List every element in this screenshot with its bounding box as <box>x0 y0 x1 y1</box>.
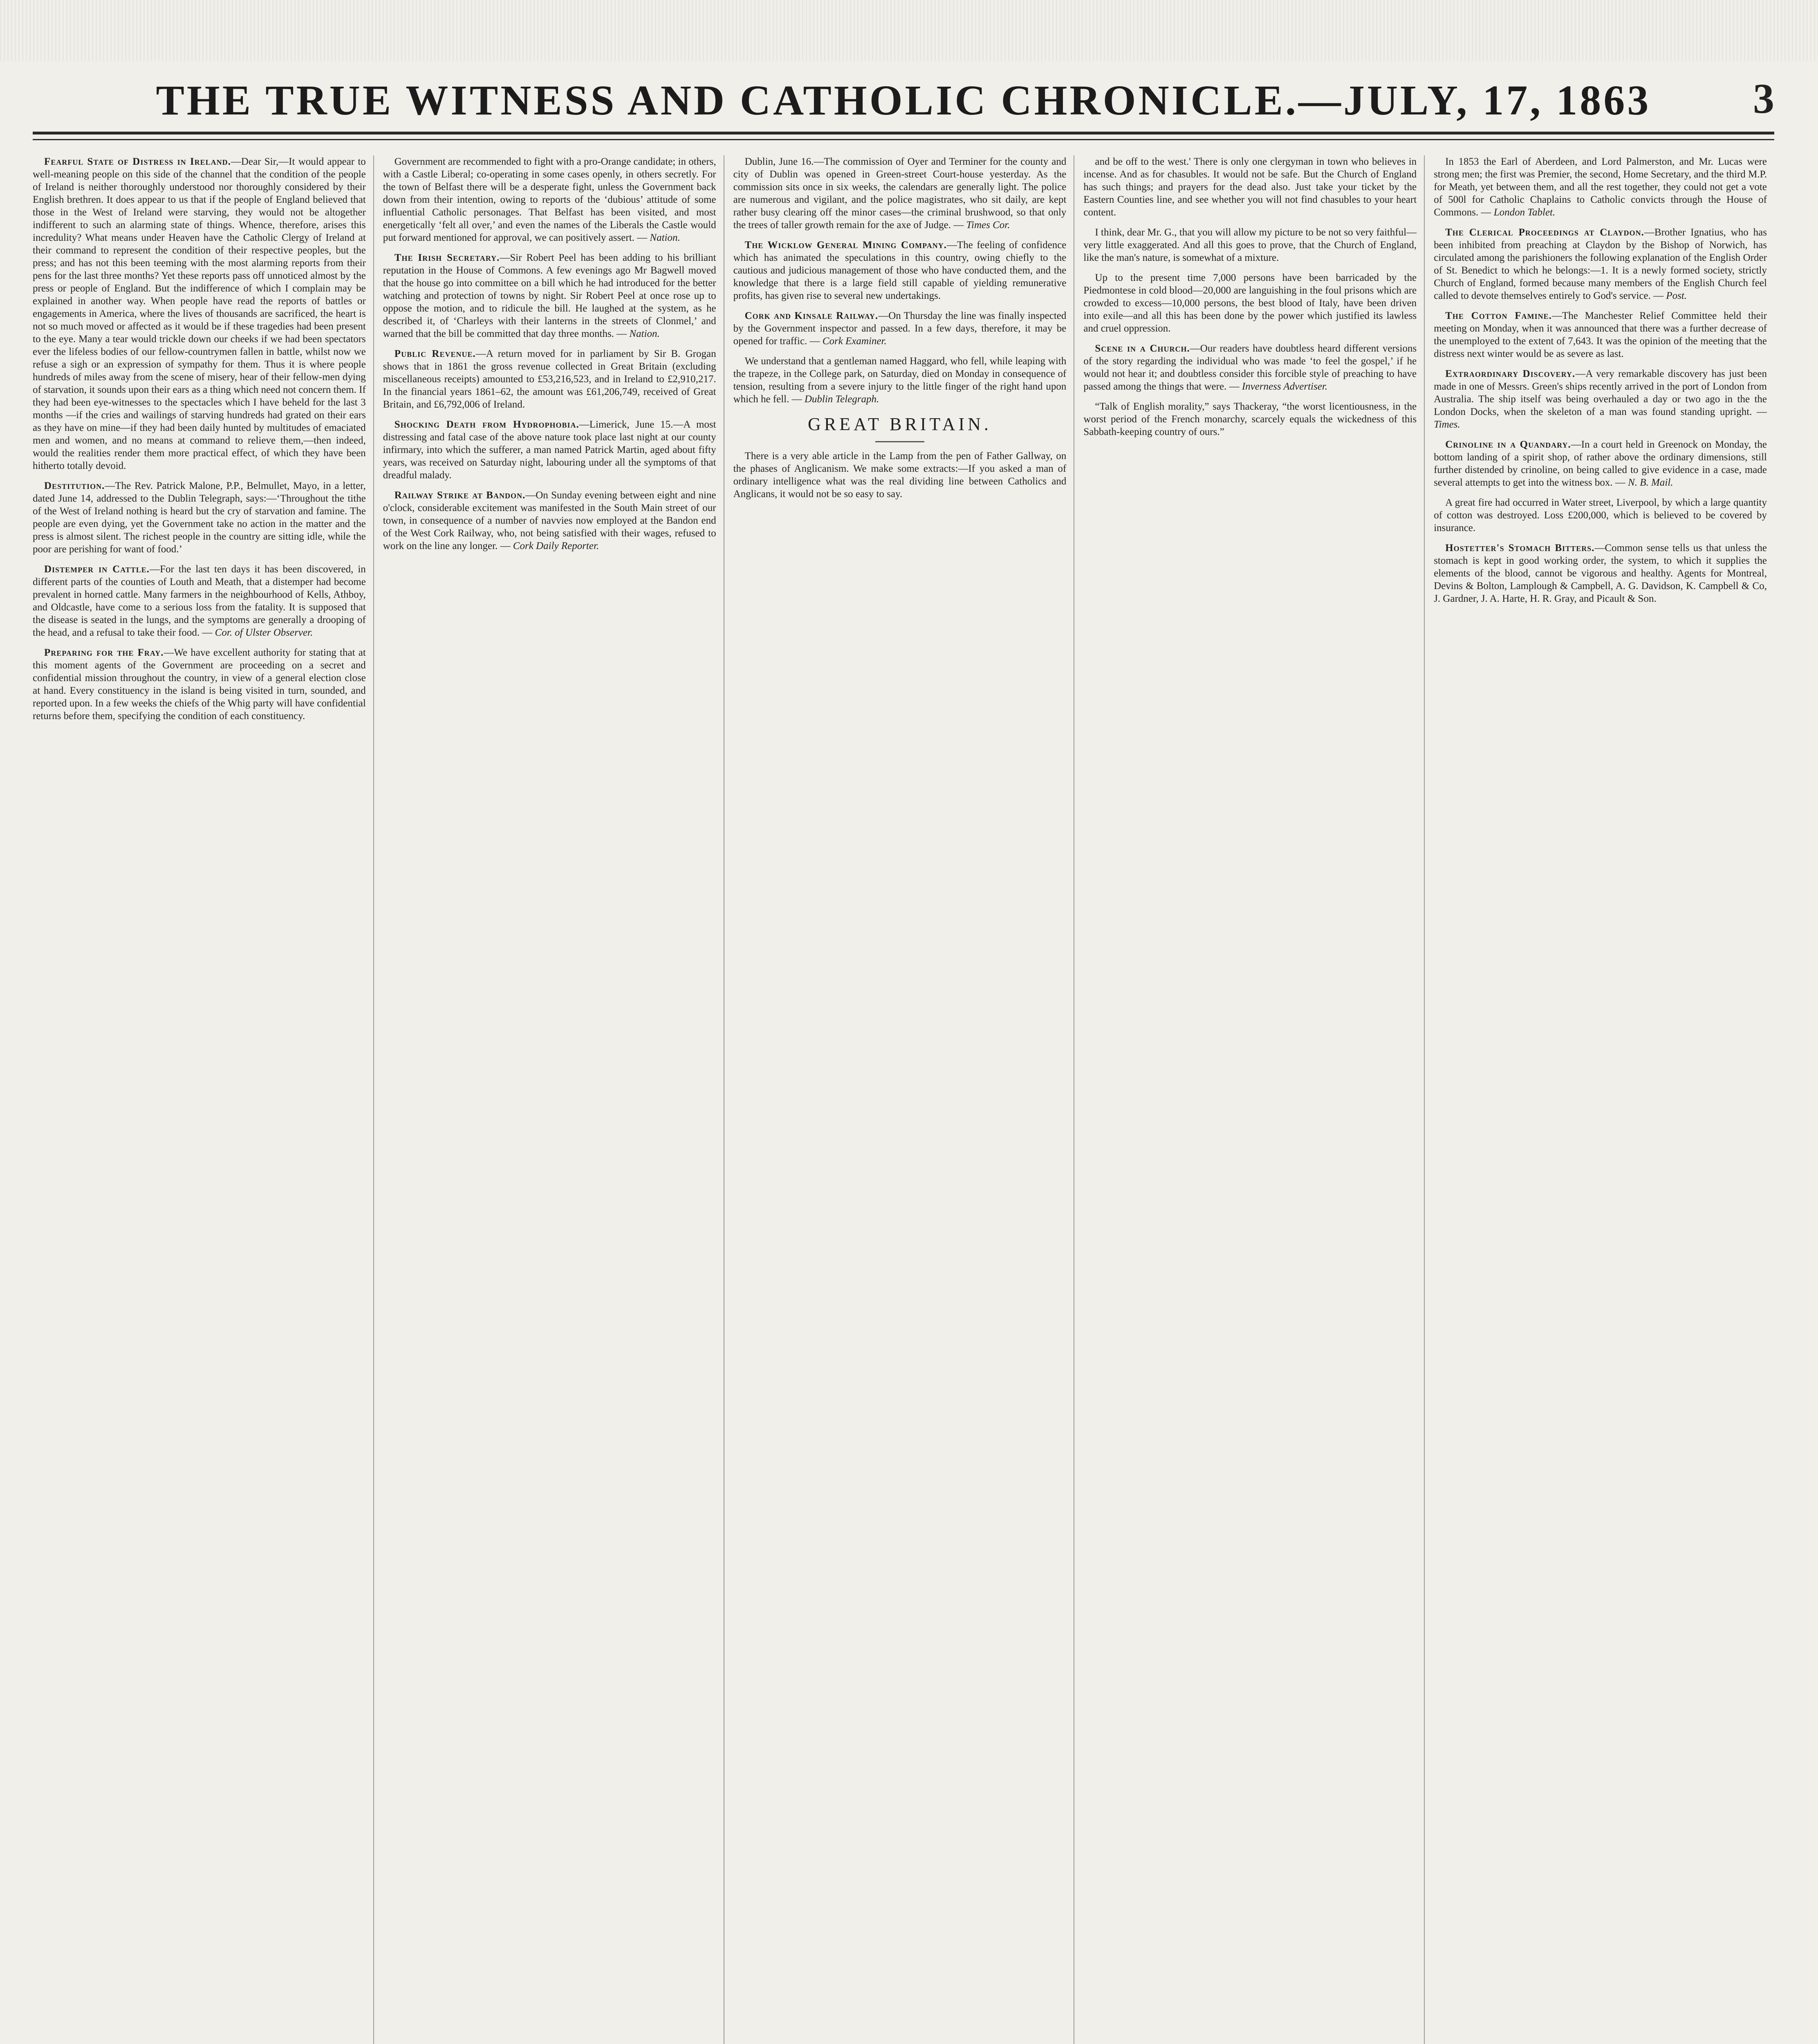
article-body: —On Thursday the line was finally inspected by the Government inspector and passed. In a few days, therefore, it may be opened for traffic. <box>733 310 1067 347</box>
masthead-rule-thick <box>33 132 1774 134</box>
article-source: Times. <box>1434 419 1460 430</box>
columns-container <box>33 155 1774 2044</box>
newspaper-title: THE TRUE WITNESS AND CATHOLIC CHRONICLE.—JULY, 17, 1863 <box>156 76 1651 124</box>
article-body: and be off to the west.' There is only one clergyman in town who believes in incense. And as for chasubles. It would not be safe. But the Church of England has such things; and prayers for the dead also. Just take your ticket by the Eastern Counties line, and see whether you will not find chasubles to your heart content. <box>1083 156 1417 218</box>
article-heading: Preparing for the Fray. <box>44 647 164 658</box>
article-body: We understand that a gentleman named Haggard, who fell, while leaping with the trapeze, in the College park, on Saturday, died on Monday in consequence of tension, resulting from a severe injury to the little finger of the right hand upon which he fell. <box>733 356 1067 405</box>
article-heading: Destitution. <box>44 480 105 491</box>
article <box>1083 155 1417 219</box>
article: Extraordinary Discovery.—A very remarkable discovery has just been made in one of Messrs. Green's ships recently arrived in the port of London from Australia. The ship itself was being overhauled a day or two ago in the the London Docks, when the skeleton of a man was found standing upright. — Times. <box>1434 368 1767 430</box>
column-1 <box>33 155 374 2044</box>
article-source: Post. <box>1666 290 1687 301</box>
article <box>1083 400 1417 438</box>
article-source: N. B. Mail. <box>1628 477 1673 488</box>
article: Dublin, June 16.—The commission of Oyer and Terminer for the county and city of Dublin was opened in Green-street Court-house yesterday. As the commission sits once in six weeks, the calendars are generally light. The police are numerous and vigilant, and the police magistrates, who sit daily, are kept rather busy clearing off the minor cases—the criminal brushwood, so that only the trees of taller growth remain for the axe of Judge. — Times Cor. <box>733 156 1067 231</box>
column-2 <box>383 155 724 2044</box>
masthead <box>33 69 1774 131</box>
article <box>1083 226 1417 264</box>
article-heading: Extraordinary Discovery. <box>1445 368 1576 379</box>
article-heading: Fearful State of Distress in Ireland. <box>44 156 231 167</box>
article-body: —We have excellent authority for stating that at this moment agents of the Government are proceeding on a secret and confidential mission throughout the country, in view of a general election close at hand. Every constituency in the island is being visited in turn, sounded, and reported upon. In a few weeks the chiefs of the Whig party will have confidential returns before them, specifying the condition of each constituency. <box>33 647 366 722</box>
article-source: London Tablet. <box>1493 207 1556 218</box>
article: Railway Strike at Bandon.—On Sunday evening between eight and nine o'clock, considerable excitement was manifested in the South Main street of our town, in consequence of a number of navvies now employed at the Bandon end of the West Cork Railway, who, not being satisfied with their wages, refused to work on the line any longer. — Cork Daily Reporter. <box>383 490 716 551</box>
article-source: Cork Examiner. <box>822 336 887 347</box>
article: Cork and Kinsale Railway.—On Thursday the line was finally inspected by the Government inspector and passed. In a few days, therefore, it may be opened for traffic. — Cork Examiner. <box>733 310 1067 347</box>
article: Distemper in Cattle.—For the last ten days it has been discovered, in different parts of the counties of Louth and Meath, that a distemper had become prevalent in horned cattle. Many farmers in the neighbourhood of Kells, Athboy, and Oldcastle, have come to a serious loss from the fatality. It is supposed that the disease is seated in the lungs, and the symptoms are generally a drooping of the head, and a refusal to take their food. — Cor. of Ulster Observer. <box>33 564 366 638</box>
article: Scene in a Church.—Our readers have doubtless heard different versions of the story regarding the individual who was made ‘to feel the gospel,’ if he would not hear it; and doubtless consider this forcible style of preaching to have passed among the things that were. — Inverness Advertiser. <box>1083 343 1417 392</box>
article-body: —The Rev. Patrick Malone, P.P., Belmullet, Mayo, in a letter, dated June 14, addressed to the Dublin Telegraph, says:—‘Throughout the tithe of the West of Ireland nothing is heard but the cry of starvation and famine. The people are even dying, yet the Government take no action in the matter and the press is almost silent. The richest people in the country are sitting idle, while the poor are perishing for want of food.’ <box>33 480 366 555</box>
article-heading: The Cotton Famine. <box>1445 310 1552 321</box>
article-body: —The feeling of confidence which has animated the speculations in this country, owing chiefly to the cautious and judicious management of those who have conducted them, and the knowledge that there is a large field still capable of yielding remunerative profits, has given rise to several new undertakings. <box>733 240 1067 301</box>
article <box>383 418 716 482</box>
section-heading: GREAT BRITAIN. <box>808 414 992 434</box>
article-heading: Public Revenue. <box>394 348 476 359</box>
article <box>1434 496 1767 534</box>
article: Government are recommended to fight with a pro-Orange candidate; in others, with a Castle Liberal; co-operating in some cases openly, in others secretly. For the town of Belfast there will be a desperate fight, unless the Government back down from their intention, owing to reports of the ‘dubious’ attitude of some influential Catholic personages. That Belfast has been visited, and most energetically ‘felt all over,’ and even the names of the Liberals the Castle would put forward mentioned for approval, we can positively assert. — Nation. <box>383 156 716 243</box>
column-5 <box>1434 155 1774 2044</box>
article <box>1083 271 1417 335</box>
article-heading: Hostetter's Stomach Bitters. <box>1445 542 1595 554</box>
article-source: Dublin Telegraph. <box>804 394 879 405</box>
masthead-rule-thin <box>33 139 1774 140</box>
article-body: —For the last ten days it has been discovered, in different parts of the counties of Louth and Meath, that a distemper had become prevalent in horned cattle. Many farmers in the neighbourhood of Kells, Athboy, and Oldcastle, have come to a serious loss from the fatality. It is supposed that the disease is seated in the lungs, and the symptoms are generally a drooping of the head, and a refusal to take their food. <box>33 564 366 638</box>
article-body: —Sir Robert Peel has been adding to his brilliant reputation in the House of Commons. A few evenings ago Mr Bagwell moved that the house go into committee on a bill which he had introduced for the better watching and protection of towns by night. Sir Robert Peel at once rose up to oppose the motion, and to ridicule the bill. He laughed at the system, as he described it, of ‘Charleys with their lanterns in the streets of Clonmel,’ and warned that the bill be committed that day three months. <box>383 252 716 339</box>
section-rule <box>875 441 924 442</box>
article <box>733 450 1067 500</box>
article-body: —Our readers have doubtless heard different versions of the story regarding the individual who was made ‘to feel the gospel,’ if he would not hear it; and doubtless consider this forcible style of preaching to have passed among the things that were. <box>1083 343 1417 392</box>
article: In 1853 the Earl of Aberdeen, and Lord Palmerston, and Mr. Lucas were strong men; the first was Premier, the second, Home Secretary, and the third M.P. for Meath, yet between them, and all the rest together, they could not get a vote of 500l for Catholic Chaplains to Catholic convicts through the House of Commons. — London Tablet. <box>1434 156 1767 218</box>
article-heading: Shocking Death from Hydrophobia. <box>394 419 579 430</box>
column-3 <box>733 155 1075 2044</box>
article-body: —Dear Sir,—It would appear to well-meaning people on this side of the channel that the condition of the people of Ireland is neither thoroughly understood nor thoroughly considered by their English brethren. It does appear to us that if the people of England believed that those in the West of Ireland were starving, they would not be altogether indifferent to such an alarming state of things. Whence, therefore, arises this incredulity? What means under Heaven have the Catholic Clergy of Ireland at their command to represent the condition of their respective peoples, but the press; and has not this been teeming with the most alarming reports from their pens for the last three months? Yet these reports pass off unnoticed almost by the press or people of England. But the indifference of which I complain may be explained in another way. When people have read the reports of battles or engagements in America, where the lives of thousands are sacrificed, the heart is not so much moved or affected as it would be if these tragedies had been present to the eye. Many a tear would trickle down our cheeks if we had been spectators ever the lifeless bodies of our fellow-countrymen fallen in battle, whilst now we refuse a sigh or an expression of sympathy for them. Thus it is where people hundreds of miles away from the scene of misery, hear of their fellow-men dying of starvation, it sounds upon their ears as a thing which need not concern them. If they had been eye-witnesses to the spectacles which I have beheld for the last 3 months —if the cries and wailings of starving hundreds had grated on their ears as they have on mine—if they had been daily hunted by multitudes of emaciated men and women, and no means at command to relieve them,—then indeed, would the realities render them more practical effect, of which they have been hitherto totally devoid. <box>33 156 366 471</box>
article <box>33 480 366 556</box>
article-body: There is a very able article in the Lamp from the pen of Father Gallway, on the phases of Anglicanism. We make some extracts:—If you asked a man of ordinary intelligence what was the real dividing line between Catholics and Anglicans, it would not be so easy to say. <box>733 450 1067 500</box>
article-body: —In a court held in Greenock on Monday, the bottom landing of a spirit shop, of rather above the ordinary dimensions, still further distended by crinoline, on being called to give evidence in a case, made several attempts to get into the witness box. <box>1434 439 1767 488</box>
article-heading: Scene in a Church. <box>1095 343 1190 354</box>
article <box>733 239 1067 302</box>
article-body: “Talk of English morality,” says Thackeray, “the worst licentiousness, in the worst period of the French monarchy, scarcely equals the wickedness of this Sabbath-keeping country of ours.” <box>1083 401 1417 437</box>
article-source: Nation. <box>650 232 680 243</box>
article-body: Government are recommended to fight with a pro-Orange candidate; in others, with a Castle Liberal; co-operating in some cases openly, in others secretly. For the town of Belfast there will be a desperate fight, unless the Government back down from their intention, owing to reports of the ‘dubious’ attitude of some influential Catholic personages. That Belfast has been visited, and most energetically ‘felt all over,’ and even the names of the Liberals the Castle would put forward mentioned for approval, we can positively assert. <box>383 156 716 243</box>
article: The Clerical Proceedings at Claydon.—Brother Ignatius, who has been inhibited from preaching at Claydon by the Bishop of Norwich, has circulated among the parishioners the following explanation of the English Order of St. Benedict to which he belongs:—1. It is a newly formed society, strictly Church of England, formed because many members of the English Church feel called to devote themselves entirely to God's service. — Post. <box>1434 227 1767 301</box>
article-heading: The Wicklow General Mining Company. <box>744 240 947 251</box>
article-body: —Common sense tells us that unless the stomach is kept in good working order, the system, to which it supplies the elements of the blood, cannot be vigorous and healthy. Agents for Montreal, Devins & Bolton, Lamplough & Campbell, A. G. Davidson, K. Campbell & Co, J. Gardner, J. A. Harte, H. R. Gray, and Picault & Son. <box>1434 542 1767 604</box>
article <box>1434 542 1767 605</box>
article-body: —A very remarkable discovery has just been made in one of Messrs. Green's ships recently arrived in the port of London from Australia. The ship itself was being overhauled a day or two ago in the the London Docks, when the skeleton of a man was found standing upright. <box>1434 368 1767 417</box>
article-body: Up to the present time 7,000 persons have been barricaded by the Piedmontese in cold blood—20,000 are languishing in the foul prisons which are crowded to excess—10,000 persons, the best blood of Italy, have been driven into exile—and all this has been done by the power which justified its lawless and cruel oppression. <box>1083 272 1417 334</box>
article: Crinoline in a Quandary.—In a court held in Greenock on Monday, the bottom landing of a spirit shop, of rather above the ordinary dimensions, still further distended by crinoline, on being called to give evidence in a case, made several attempts to get into the witness box. — N. B. Mail. <box>1434 439 1767 488</box>
article-body: —Limerick, June 15.—A most distressing and fatal case of the above nature took place last night at our county infirmary, into which the sufferer, a man named Patrick Martin, aged about fifty years, was received on Saturday night, labouring under all the symptoms of that dreadful malady. <box>383 419 716 481</box>
column-4 <box>1083 155 1425 2044</box>
article-body: A great fire had occurred in Water street, Liverpool, by which a large quantity of cotton was destroyed. Loss £200,000, which is believed to be covered by insurance. <box>1434 497 1767 533</box>
article-source: Nation. <box>629 328 660 339</box>
article-heading: The Clerical Proceedings at Claydon. <box>1445 227 1644 238</box>
article <box>33 646 366 722</box>
article-heading: The Irish Secretary. <box>394 252 500 263</box>
article <box>33 155 366 472</box>
article: We understand that a gentleman named Haggard, who fell, while leaping with the trapeze, in the College park, on Saturday, died on Monday in consequence of tension, resulting from a severe injury to the little finger of the right hand upon which he fell. — Dublin Telegraph. <box>733 356 1067 405</box>
article <box>383 347 716 411</box>
article-body: —The Manchester Relief Committee held their meeting on Monday, when it was announced that there was a further decrease of the unemployed to the extent of 7,643. It was the opinion of the meeting that the distress next winter would be as severe as last. <box>1434 310 1767 359</box>
article-body: —A return moved for in parliament by Sir B. Grogan shows that in 1861 the gross revenue collected in Great Britain (excluding miscellaneous receipts) amounted to £53,216,523, and in Ireland to £2,910,217. In the financial years 1861–62, the amount was £61,206,749, received of Great Britain, and £6,792,006 of Ireland. <box>383 348 716 410</box>
article-body: In 1853 the Earl of Aberdeen, and Lord Palmerston, and Mr. Lucas were strong men; the first was Premier, the second, Home Secretary, and the third M.P. for Meath, yet between them, and all the rest together, they could not get a vote of 500l for Catholic Chaplains to Catholic convicts through the House of Commons. <box>1434 156 1767 218</box>
article <box>1434 309 1767 360</box>
article-body: Dublin, June 16.—The commission of Oyer and Terminer for the county and city of Dublin was opened in Green-street Court-house yesterday. As the commission sits once in six weeks, the calendars are generally light. The police are numerous and vigilant, and the police magistrates, who sit daily, are kept rather busy clearing off the minor cases—the criminal brushwood, so that only the trees of taller growth remain for the axe of Judge. <box>733 156 1067 231</box>
article-heading: Railway Strike at Bandon. <box>394 490 526 501</box>
article-heading: Distemper in Cattle. <box>44 564 150 575</box>
article-source: Cor. of Ulster Observer. <box>215 627 313 638</box>
article: The Irish Secretary.—Sir Robert Peel has been adding to his brilliant reputation in the House of Commons. A few evenings ago Mr Bagwell moved that the house go into committee on a bill which he had introduced for the better watching and protection of towns by night. Sir Robert Peel at once rose up to oppose the motion, and to ridicule the bill. He laughed at the system, as he described it, of ‘Charleys with their lanterns in the streets of Clonmel,’ and warned that the bill be committed that day three months. — Nation. <box>383 252 716 339</box>
article-heading: Cork and Kinsale Railway. <box>744 310 879 321</box>
article-source: Times Cor. <box>966 220 1010 231</box>
article-heading: Crinoline in a Quandary. <box>1445 439 1571 450</box>
article-source: Cork Daily Reporter. <box>513 540 599 551</box>
article-source: Inverness Advertiser. <box>1242 381 1328 392</box>
article-body: I think, dear Mr. G., that you will allow my picture to be not so very faithful—very little exaggerated. And all this goes to prove, that the Church of England, like the man's nature, is somewhat of a mixture. <box>1083 227 1417 263</box>
page-number: 3 <box>1753 75 1774 122</box>
torn-top-edge <box>0 0 1818 61</box>
article-body: —Brother Ignatius, who has been inhibited from preaching at Claydon by the Bishop of Norwich, has circulated among the parishioners the following explanation of the English Order of St. Benedict to which he belongs:—1. It is a newly formed society, strictly Church of England, formed because many members of the English Church feel called to devote themselves entirely to God's service. <box>1434 227 1767 301</box>
article-body: —On Sunday evening between eight and nine o'clock, considerable excitement was manifested in the South Main street of our town, in consequence of a number of navvies now employed at the Bandon end of the West Cork Railway, who, not being satisfied with their wages, refused to work on the line any longer. <box>383 490 716 551</box>
